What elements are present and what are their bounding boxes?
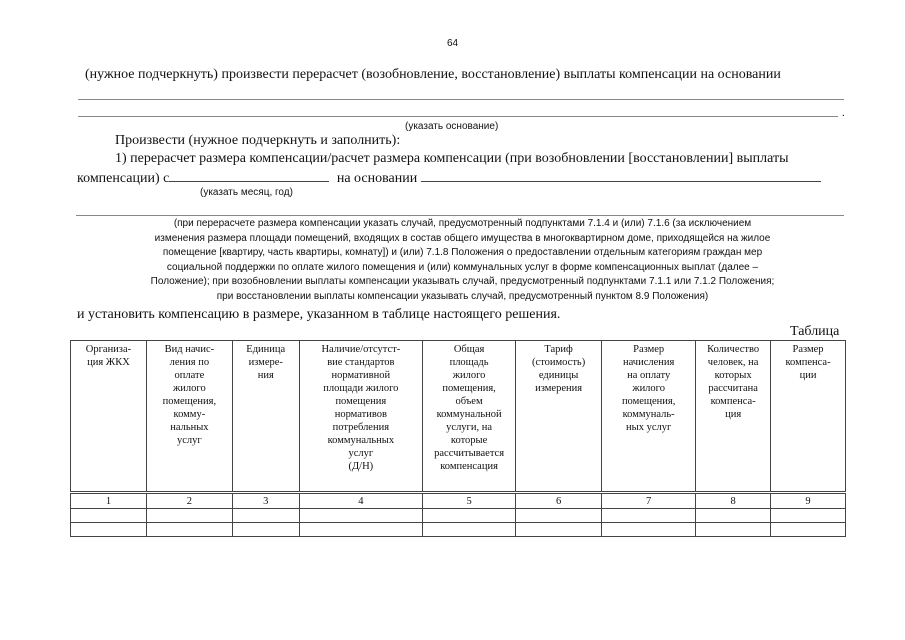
column-number: 6 xyxy=(516,493,602,509)
column-number: 2 xyxy=(146,493,232,509)
note-line: (при перерасчете размера компенсации указать случай, предусмотренный подпунктами 7.1.4 и (или) 7.1.6 (за исключением xyxy=(173,218,752,229)
table-cell xyxy=(299,523,422,537)
table-cell xyxy=(232,523,299,537)
table-cell xyxy=(299,509,422,523)
table-cell xyxy=(696,523,771,537)
intro-line: (нужное подчеркнуть) произвести перерасчет (возобновление, восстановление) выплаты компенсации на основании xyxy=(85,67,781,82)
table-cell xyxy=(146,523,232,537)
table-cell xyxy=(71,523,147,537)
item1-line1: 1) перерасчет размера компенсации/расчет размера компенсации (при возобновлении [восстановлении] выплаты xyxy=(115,151,789,166)
column-number: 5 xyxy=(423,493,516,509)
note-line: изменения размера площади помещений, входящих в состав общего имущества в многоквартирном доме, приходящейся на жилое xyxy=(154,232,771,244)
table-cell xyxy=(232,509,299,523)
basis-blank xyxy=(421,169,821,182)
produce-line: Произвести (нужное подчеркнуть и заполнить): xyxy=(115,133,401,148)
table-cell xyxy=(771,509,846,523)
table-header-row xyxy=(71,341,846,493)
basis-hint: (указать основание) xyxy=(405,121,499,132)
header-cell: Организа- ция ЖКХ xyxy=(71,341,147,493)
note-line: социальной поддержки по оплате жилого помещения и (или) коммунальных услуг в форме компенсационных выплат (далее – xyxy=(166,261,759,273)
table-cell xyxy=(423,523,516,537)
table-cell xyxy=(71,509,147,523)
header-cell: Наличие/отсутст- вие стандартов нормативной площади жилого помещения нормативов потребления коммунальных услуг (Д/Н) xyxy=(299,341,422,493)
table-cell xyxy=(516,523,602,537)
note-line: помещение [квартиру, часть квартиры, комнату]) и (или) 7.1.8 Положения о предоставлении отдельным категориям граждан мер xyxy=(162,247,763,259)
item1-line2-prefix: компенсации) с xyxy=(77,171,170,186)
month-hint: (указать месяц, год) xyxy=(200,187,293,198)
trailing-dot: . xyxy=(842,107,845,119)
table-cell xyxy=(516,509,602,523)
note-block xyxy=(80,217,845,305)
table-cell xyxy=(602,509,696,523)
table-row xyxy=(71,523,846,537)
header-cell: Общая площадь жилого помещения, объем коммунальной услуги, на которые рассчитывается компенсация xyxy=(423,341,516,493)
page-number: 64 xyxy=(446,38,459,49)
column-number: 4 xyxy=(299,493,422,509)
header-cell: Количество человек, на которых рассчитана компенса- ция xyxy=(696,341,771,493)
item1-line2-mid: на основании xyxy=(336,171,418,186)
column-number: 1 xyxy=(71,493,147,509)
table-cell xyxy=(146,509,232,523)
column-number: 3 xyxy=(232,493,299,509)
note-line: Положение); при возобновлении выплаты компенсации указывать случай, предусмотренный подпунктами 7.1.1 или 7.1.2 Положения; xyxy=(150,276,775,288)
header-cell: Вид начис- ления по оплате жилого помещения, комму- нальных услуг xyxy=(146,341,232,493)
table-cell xyxy=(771,523,846,537)
column-number: 7 xyxy=(602,493,696,509)
table-label: Таблица xyxy=(790,324,840,339)
table-cell xyxy=(423,509,516,523)
note-line: при восстановлении выплаты компенсации указывать случай, предусмотренный пунктом 8.9 Положения) xyxy=(216,290,709,302)
header-cell: Тариф (стоимость) единицы измерения xyxy=(516,341,602,493)
table-cell xyxy=(602,523,696,537)
column-number: 9 xyxy=(771,493,846,509)
header-cell: Размер начисления на оплату жилого помещения, коммуналь- ных услуг xyxy=(602,341,696,493)
note-fill-line xyxy=(76,215,844,216)
header-cell: Единица измере- ния xyxy=(232,341,299,493)
establish-line: и установить компенсацию в размере, указанном в таблице настоящего решения. xyxy=(77,307,561,322)
column-number: 8 xyxy=(696,493,771,509)
table-row xyxy=(71,509,846,523)
basis-fill-line-1 xyxy=(78,99,844,100)
table-cell xyxy=(696,509,771,523)
table-number-row xyxy=(71,493,846,509)
compensation-table xyxy=(70,340,846,537)
header-cell: Размер компенса- ции xyxy=(771,341,846,493)
item1-line2 xyxy=(77,169,821,187)
month-blank xyxy=(169,169,329,182)
basis-fill-line-2 xyxy=(78,116,838,117)
